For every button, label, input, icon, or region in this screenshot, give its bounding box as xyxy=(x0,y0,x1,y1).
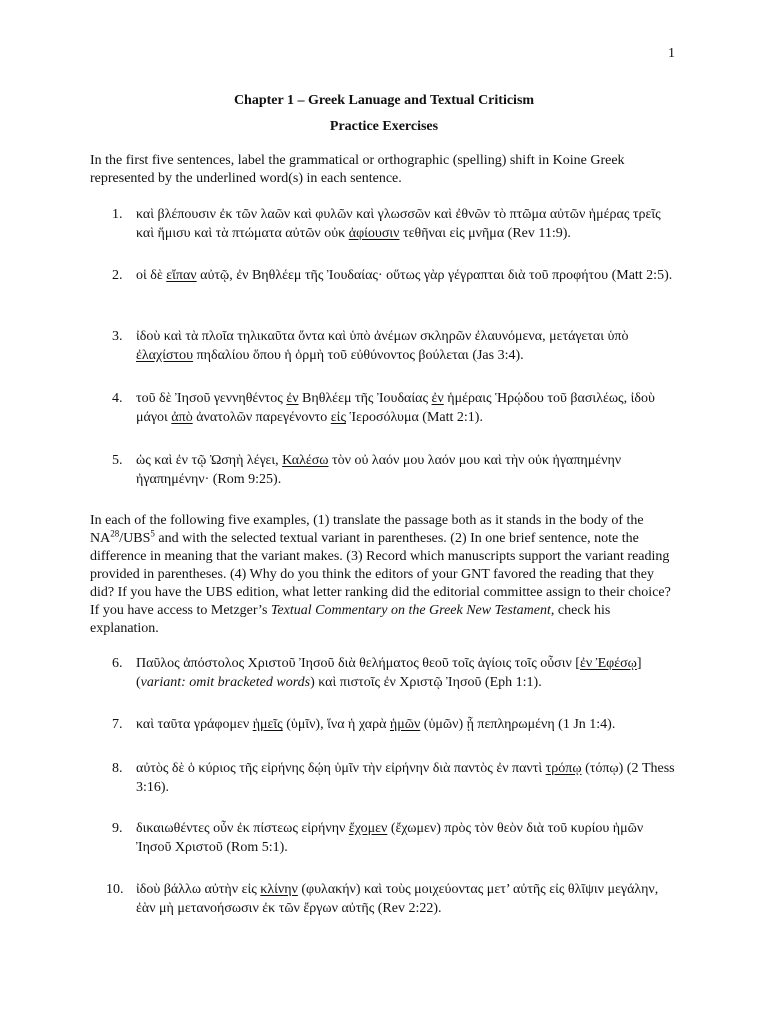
exercise-number: 2. xyxy=(112,268,123,283)
exercise-text: καὶ ταῦτα γράφομεν ἡμεῖς (ὑμῖν), ἵνα ἡ χαρὰ ἡμῶν (ὑμῶν) ᾖ πεπληρωμένη (1 Jn 1:4). xyxy=(136,717,616,732)
exercise-7 xyxy=(90,715,680,734)
exercise-text: ἰδοὺ καὶ τὰ πλοῖα τηλικαῦτα ὄντα καὶ ὑπὸ ἀνέμων σκληρῶν ἐλαυνόμενα, μετάγεται ὑπὸ ἐλαχίστου πηδαλίου ὅπου ἡ ὁρμὴ τοῦ εὐθύνοντος βούλεται (Jas 3:4). xyxy=(136,329,629,363)
edition-superscript: 5 xyxy=(150,528,155,539)
edition-superscript: 28 xyxy=(110,528,120,539)
underlined-word: ἡμῶν xyxy=(389,717,421,732)
exercise-text: ὡς καὶ ἐν τῷ Ὠσηὴ λέγει, Καλέσω τὸν οὐ λαόν μου λαόν μου καὶ τὴν οὐκ ἠγαπημένην ἠγαπημένην· (Rom 9:25). xyxy=(136,453,622,487)
exercise-number: 3. xyxy=(112,329,123,344)
exercise-text: δικαιωθέντες οὖν ἐκ πίστεως εἰρήνην ἔχομεν (ἔχωμεν) πρὸς τὸν θεὸν διὰ τοῦ κυρίου ἡμῶν Ἰησοῦ Χριστοῦ (Rom 5:1). xyxy=(136,821,644,855)
exercise-number: 5. xyxy=(112,453,123,468)
instructions-part-1: In the first five sentences, label the grammatical or orthographic (spelling) shift in Koine Greek represented by the underlined word(s) in each sentence. xyxy=(90,153,625,186)
exercise-3 xyxy=(90,327,680,365)
exercise-text: καὶ βλέπουσιν ἐκ τῶν λαῶν καὶ φυλῶν καὶ γλωσσῶν καὶ ἐθνῶν τὸ πτῶμα αὐτῶν ἡμέρας τρεῖς καὶ ἥμισυ καὶ τὰ πτώματα αὐτῶν οὐκ ἀφίουσιν τεθῆναι εἰς μνῆμα (Rev 11:9). xyxy=(136,207,661,241)
underlined-word: ἐν xyxy=(431,391,444,406)
exercise-9 xyxy=(90,819,680,857)
underlined-word: ἐλαχίστου xyxy=(136,348,194,363)
underlined-word: εἰς xyxy=(330,410,346,425)
exercise-text: ἰδοὺ βάλλω αὐτὴν εἰς κλίνην (φυλακήν) καὶ τοὺς μοιχεύοντας μετ’ αὐτῆς εἰς θλῖψιν μεγάλην, ἐὰν μὴ μετανοήσωσιν ἐκ τῶν ἔργων αὐτῆς (Rev 2:22). xyxy=(136,882,659,916)
exercise-text: τοῦ δὲ Ἰησοῦ γεννηθέντος ἐν Βηθλέεμ τῆς Ἰουδαίας ἐν ἡμέραις Ἡρῴδου τοῦ βασιλέως, ἰδοὺ μάγοι ἀπὸ ἀνατολῶν παρεγένοντο εἰς Ἱεροσόλυμα (Matt 2:1). xyxy=(136,391,655,425)
exercise-2 xyxy=(90,266,680,285)
exercise-8 xyxy=(90,759,680,797)
exercise-4 xyxy=(90,389,680,427)
exercise-10 xyxy=(90,880,680,918)
underlined-word: ἔχομεν xyxy=(348,821,388,836)
exercise-6 xyxy=(90,654,680,692)
underlined-word: Καλέσω xyxy=(282,453,329,468)
section-subtitle: Practice Exercises xyxy=(329,119,439,134)
exercise-number: 4. xyxy=(112,391,123,406)
exercise-number: 8. xyxy=(112,761,123,776)
underlined-word: ἐν Ἐφέσῳ xyxy=(579,656,637,671)
underlined-word: εἴπαν xyxy=(166,268,197,283)
exercise-number: 10. xyxy=(106,882,124,897)
underlined-word: ἡμεῖς xyxy=(252,717,283,732)
exercise-text: οἱ δὲ εἴπαν αὐτῷ, ἐν Βηθλέεμ τῆς Ἰουδαίας· οὕτως γὰρ γέγραπται διὰ τοῦ προφήτου (Matt 2:5). xyxy=(136,268,673,283)
underlined-word: κλίνην xyxy=(260,882,298,897)
exercise-number: 9. xyxy=(112,821,123,836)
underlined-word: ἀφίουσιν xyxy=(348,226,400,241)
exercise-text: αὐτὸς δὲ ὁ κύριος τῆς εἰρήνης δῴη ὑμῖν τὴν εἰρήνην διὰ παντὸς ἐν παντὶ τρόπῳ (τόπῳ) (2 Thess 3:16). xyxy=(136,761,675,795)
chapter-title: Chapter 1 – Greek Lanuage and Textual Criticism xyxy=(233,93,535,108)
underlined-word: ἐν xyxy=(286,391,299,406)
exercise-number: 7. xyxy=(112,717,123,732)
exercise-number: 1. xyxy=(112,207,123,222)
underlined-word: ἀπὸ xyxy=(171,410,193,425)
exercise-1 xyxy=(90,205,680,243)
exercise-5 xyxy=(90,451,680,489)
exercise-number: 6. xyxy=(112,656,123,671)
instructions-part-2: In each of the following five examples, (1) translate the passage both as it stands in the body of the NA$^{28}$/UBS$^5$ and with the selected textual variant in parentheses. (2) In one brief sentence, note the difference in meaning that the variant makes. (3) Record which manuscripts support the variant reading provided in parentheses. (4) Why do you think the editors of your GNT favored the reading that they did? If you have the UBS edition, what letter ranking did the editorial committee assign to their choice? If you have access to Metzger’s Textual Commentary on the Greek New Testament, check his explanation. xyxy=(90,513,671,636)
variant-note: variant: omit bracketed words xyxy=(140,675,311,690)
underlined-word: τρόπῳ xyxy=(545,761,582,776)
exercise-text: Παῦλος ἀπόστολος Χριστοῦ Ἰησοῦ διὰ θελήματος θεοῦ τοῖς ἁγίοις τοῖς οὖσιν [ἐν Ἐφέσῳ] (variant: omit bracketed words) καὶ πιστοῖς ἐν Χριστῷ Ἰησοῦ (Eph 1:1). xyxy=(136,656,642,690)
book-title: Textual Commentary on the Greek New Testament xyxy=(270,603,551,618)
page-number: 1 xyxy=(668,46,675,61)
